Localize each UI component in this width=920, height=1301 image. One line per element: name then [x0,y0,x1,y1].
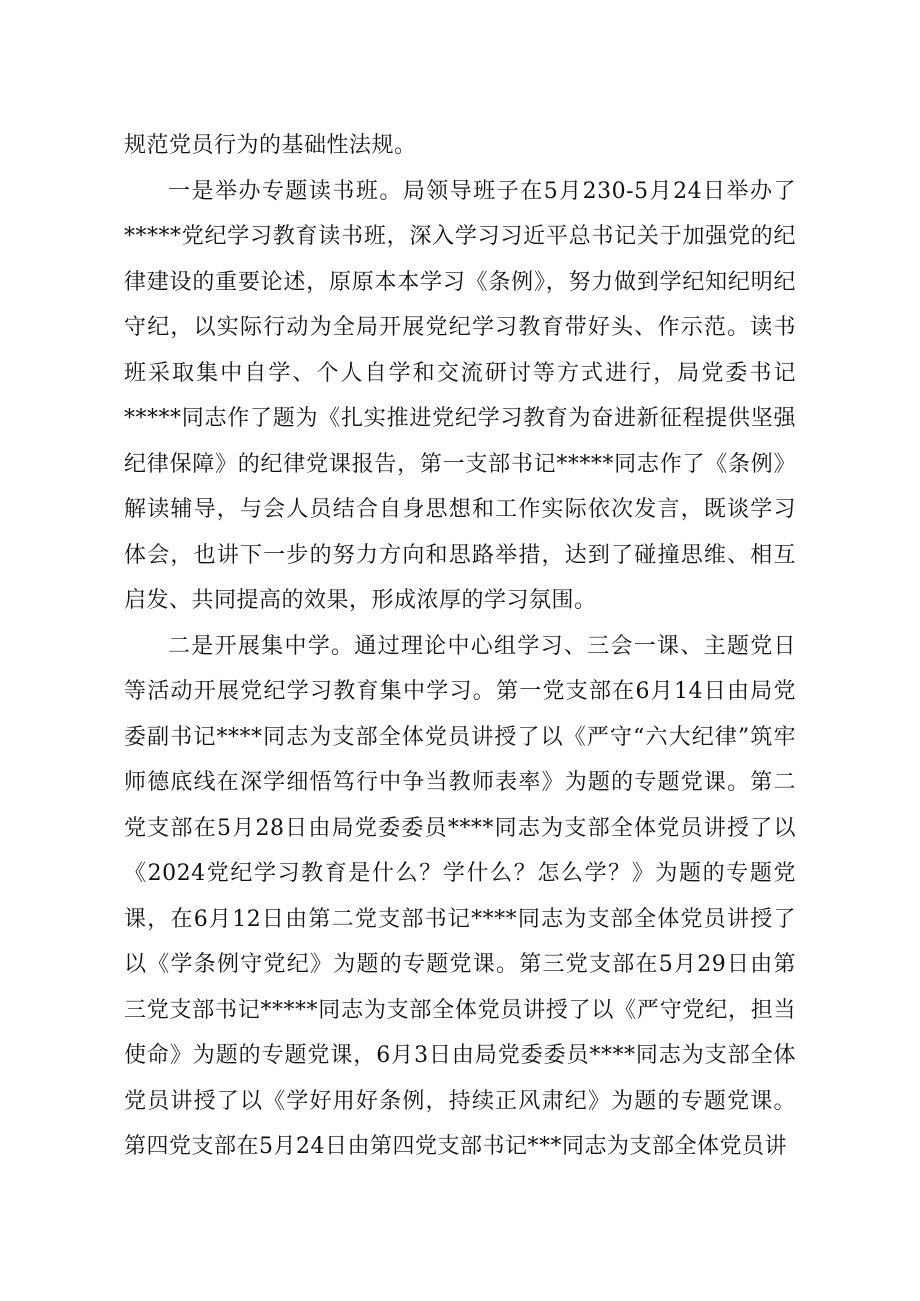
paragraph-2: 一是举办专题读书班。局领导班子在5月230-5月24日举办了*****党纪学习教育读书班，深入学习习近平总书记关于加强党的纪律建设的重要论述，原原本本学习《条例》，努力做到学纪知纪明纪守纪，以实际行动为全局开展党纪学习教育带好头、作示范。读书班采取集中自学、个人自学和交流研讨等方式进行，局党委书记*****同志作了题为《扎实推进党纪学习教育为奋进新征程提供坚强纪律保障》的纪律党课报告，第一支部书记*****同志作了《条例》解读辅导，与会人员结合自身思想和工作实际依次发言，既谈学习体会，也讲下一步的努力方向和思路举措，达到了碰撞思维、相互启发、共同提高的效果，形成浓厚的学习氛围。 [124,178,796,613]
paragraph-3: 二是开展集中学。通过理论中心组学习、三会一课、主题党日等活动开展党纪学习教育集中学习。第一党支部在6月14日由局党委副书记****同志为支部全体党员讲授了以《严守“六大纪律”筑牢师德底线在深学细悟笃行中争当教师表率》为题的专题党课。第二党支部在5月28日由局党委委员****同志为支部全体党员讲授了以《2024党纪学习教育是什么？学什么？怎么学？》为题的专题党课，在6月12日由第二党支部书记****同志为支部全体党员讲授了以《学条例守党纪》为题的专题党课。第三党支部在5月29日由第三党支部书记*****同志为支部全体党员讲授了以《严守党纪，担当使命》为题的专题党课，6月3日由局党委委员****同志为支部全体党员讲授了以《学好用好条例，持续正风肃纪》为题的专题党课。第四党支部在5月24日由第四党支部书记***同志为支部全体党员讲 [124,633,796,1159]
paragraph-1: 规范党员行为的基础性法规。 [124,133,417,158]
document-body [124,123,796,1170]
